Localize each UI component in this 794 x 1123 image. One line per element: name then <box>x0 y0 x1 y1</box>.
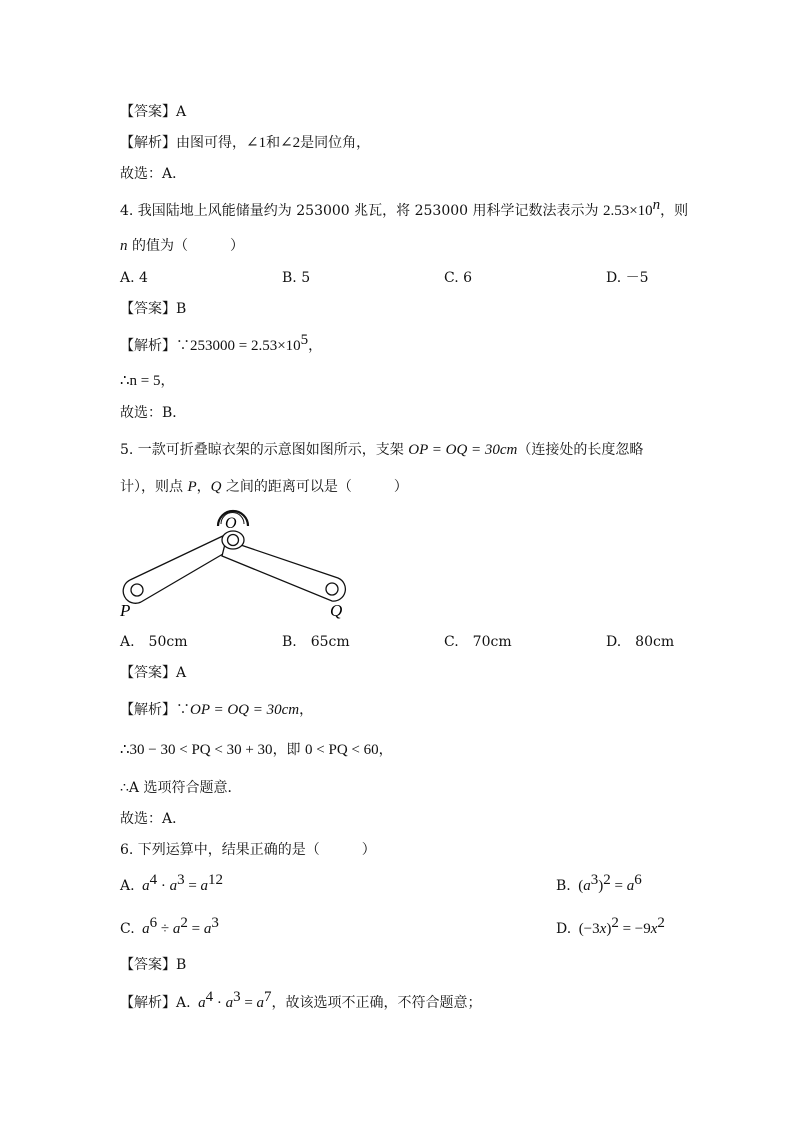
q4-option-b: B. 5 <box>282 270 311 286</box>
q5-option-a: A. 50cm <box>120 634 188 650</box>
q6-option-a: A. $a^4 \cdot a^3 = a^{12}$ <box>120 872 224 894</box>
q5-conclusion: 故选：A． <box>120 811 187 827</box>
q4-analysis: 【解析】∵253000 = $2.53\times 10^5$， <box>120 332 323 354</box>
q3-analysis: 【解析】由图可得，∠1和∠2是同位角， <box>120 135 371 151</box>
hinge-p <box>131 584 143 596</box>
q5-inequality: ∴30 − 30 < PQ < 30 + 30，即 0 < PQ < 60， <box>120 742 393 758</box>
q5-option-b: B. 65cm <box>282 634 350 650</box>
q6-stem: 6. 下列运算中，结果正确的是（ ） <box>120 842 376 858</box>
hinge-q <box>326 583 338 595</box>
q6-analysis: 【解析】A. $a^4 \cdot a^3 = a^7$，故该选项不正确，不符合题意； <box>120 989 482 1011</box>
clothes-rack-figure <box>110 500 360 625</box>
q4-answer: 【答案】B <box>120 301 187 317</box>
q4-option-a: A. 4 <box>120 270 148 286</box>
q5-therefore: ∴A 选项符合题意． <box>120 780 242 796</box>
label-q: Q <box>330 601 343 620</box>
q6-option-d: D. $(-3x)^2 = -9x^2$ <box>556 915 665 937</box>
q5-analysis: 【解析】∵OP = OQ = 30cm， <box>120 702 314 718</box>
q5-stem-line2: 计），则点 P，Q 之间的距离可以是（ ） <box>120 479 408 495</box>
q5-option-d: D. 80cm <box>606 634 675 650</box>
q6-answer: 【答案】B <box>120 957 187 973</box>
label-p: P <box>120 601 131 620</box>
q5-option-c: C. 70cm <box>444 634 512 650</box>
analysis-label: 【解析】 <box>120 702 176 718</box>
q4-option-c: C. 6 <box>444 270 473 286</box>
q6-option-b: B. $(a^3)^2 = a^6$ <box>556 872 642 894</box>
q4-therefore: ∴n = 5， <box>120 373 175 389</box>
q3-conclusion: 故选：A． <box>120 166 187 182</box>
right-arm <box>222 540 345 601</box>
q4-stem-line1: 4. 我国陆地上风能储量约为 253000 兆瓦，将 253000 用科学记数法表示为 $2.53\times 10^n$，则 <box>120 197 689 219</box>
label-o: O <box>225 515 237 532</box>
q4-stem-line2: n 的值为（ ） <box>120 238 244 254</box>
q5-answer: 【答案】A <box>120 665 187 681</box>
analysis-label: 【解析】 <box>120 338 176 354</box>
q4-option-d: D. －5 <box>606 270 649 286</box>
hinge-o <box>228 535 239 546</box>
analysis-label: 【解析】 <box>120 135 176 151</box>
q6-option-c: C. $a^6 \div a^2 = a^3$ <box>120 915 219 937</box>
analysis-label: 【解析】 <box>120 995 176 1011</box>
q4-conclusion: 故选：B． <box>120 405 187 421</box>
left-arm <box>123 534 240 603</box>
q3-answer: 【答案】A <box>120 104 187 120</box>
q5-stem-line1: 5. 一款可折叠晾衣架的示意图如图所示，支架 OP = OQ = 30cm（连接处的长度忽略 <box>120 442 644 458</box>
